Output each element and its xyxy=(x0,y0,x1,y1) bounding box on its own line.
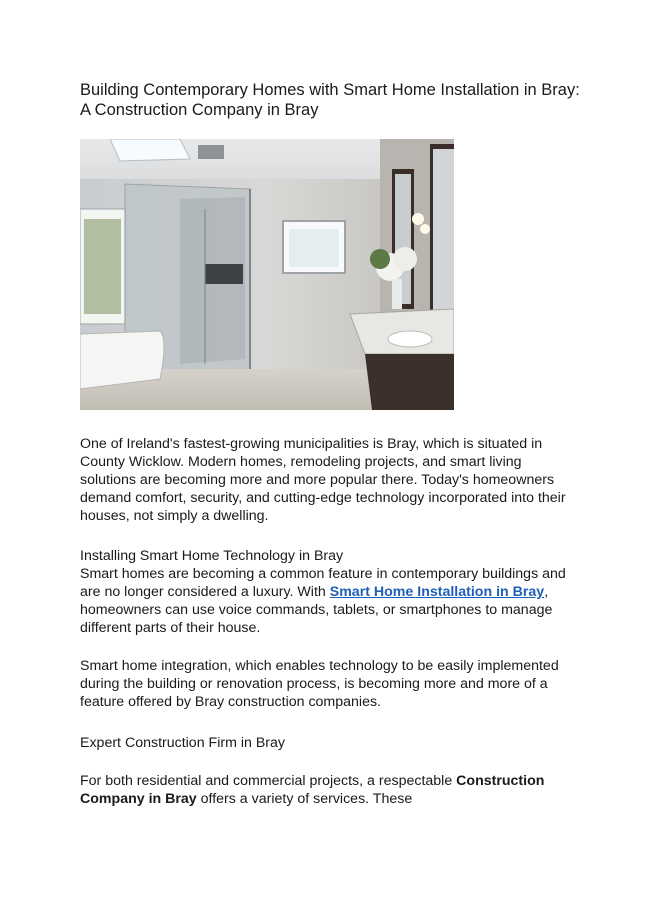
construction-company-bold: Construction Company in Bray xyxy=(80,773,545,807)
integration-paragraph: Smart home integration, which enables technology to be easily implemented during the building or renovation process, is becoming more and more of a feature offered by Bray construction companies. xyxy=(80,658,559,710)
paragraph-text: offers a variety of services. These xyxy=(196,791,413,807)
page-title: Building Contemporary Homes with Smart Home Installation in Bray: A Construction Company in Bray xyxy=(80,81,580,119)
intro-paragraph: One of Ireland's fastest-growing municipalities is Bray, which is situated in County Wicklow. Modern homes, remodeling projects, and smart living solutions are becoming more and more popular there. Today's homeowners demand comfort, security, and cutting-edge technology incorporated into their houses, not simply a dwelling. xyxy=(80,436,566,524)
paragraph-text: , homeowners can use voice commands, tablets, or smartphones to manage different parts of their house. xyxy=(80,584,553,636)
section-heading-construction: Expert Construction Firm in Bray xyxy=(80,735,285,751)
paragraph-text: For both residential and commercial projects, a respectable xyxy=(80,773,457,789)
smart-home-paragraph xyxy=(80,565,580,637)
smart-home-installation-link[interactable]: Smart Home Installation in Bray xyxy=(329,584,545,600)
section-heading-smart-home: Installing Smart Home Technology in Bray xyxy=(80,548,344,564)
construction-paragraph xyxy=(80,772,580,808)
paragraph-text: Smart homes are becoming a common feature in contemporary buildings and are no longer considered a luxury. With xyxy=(80,566,566,600)
bathroom-photo xyxy=(80,139,454,410)
